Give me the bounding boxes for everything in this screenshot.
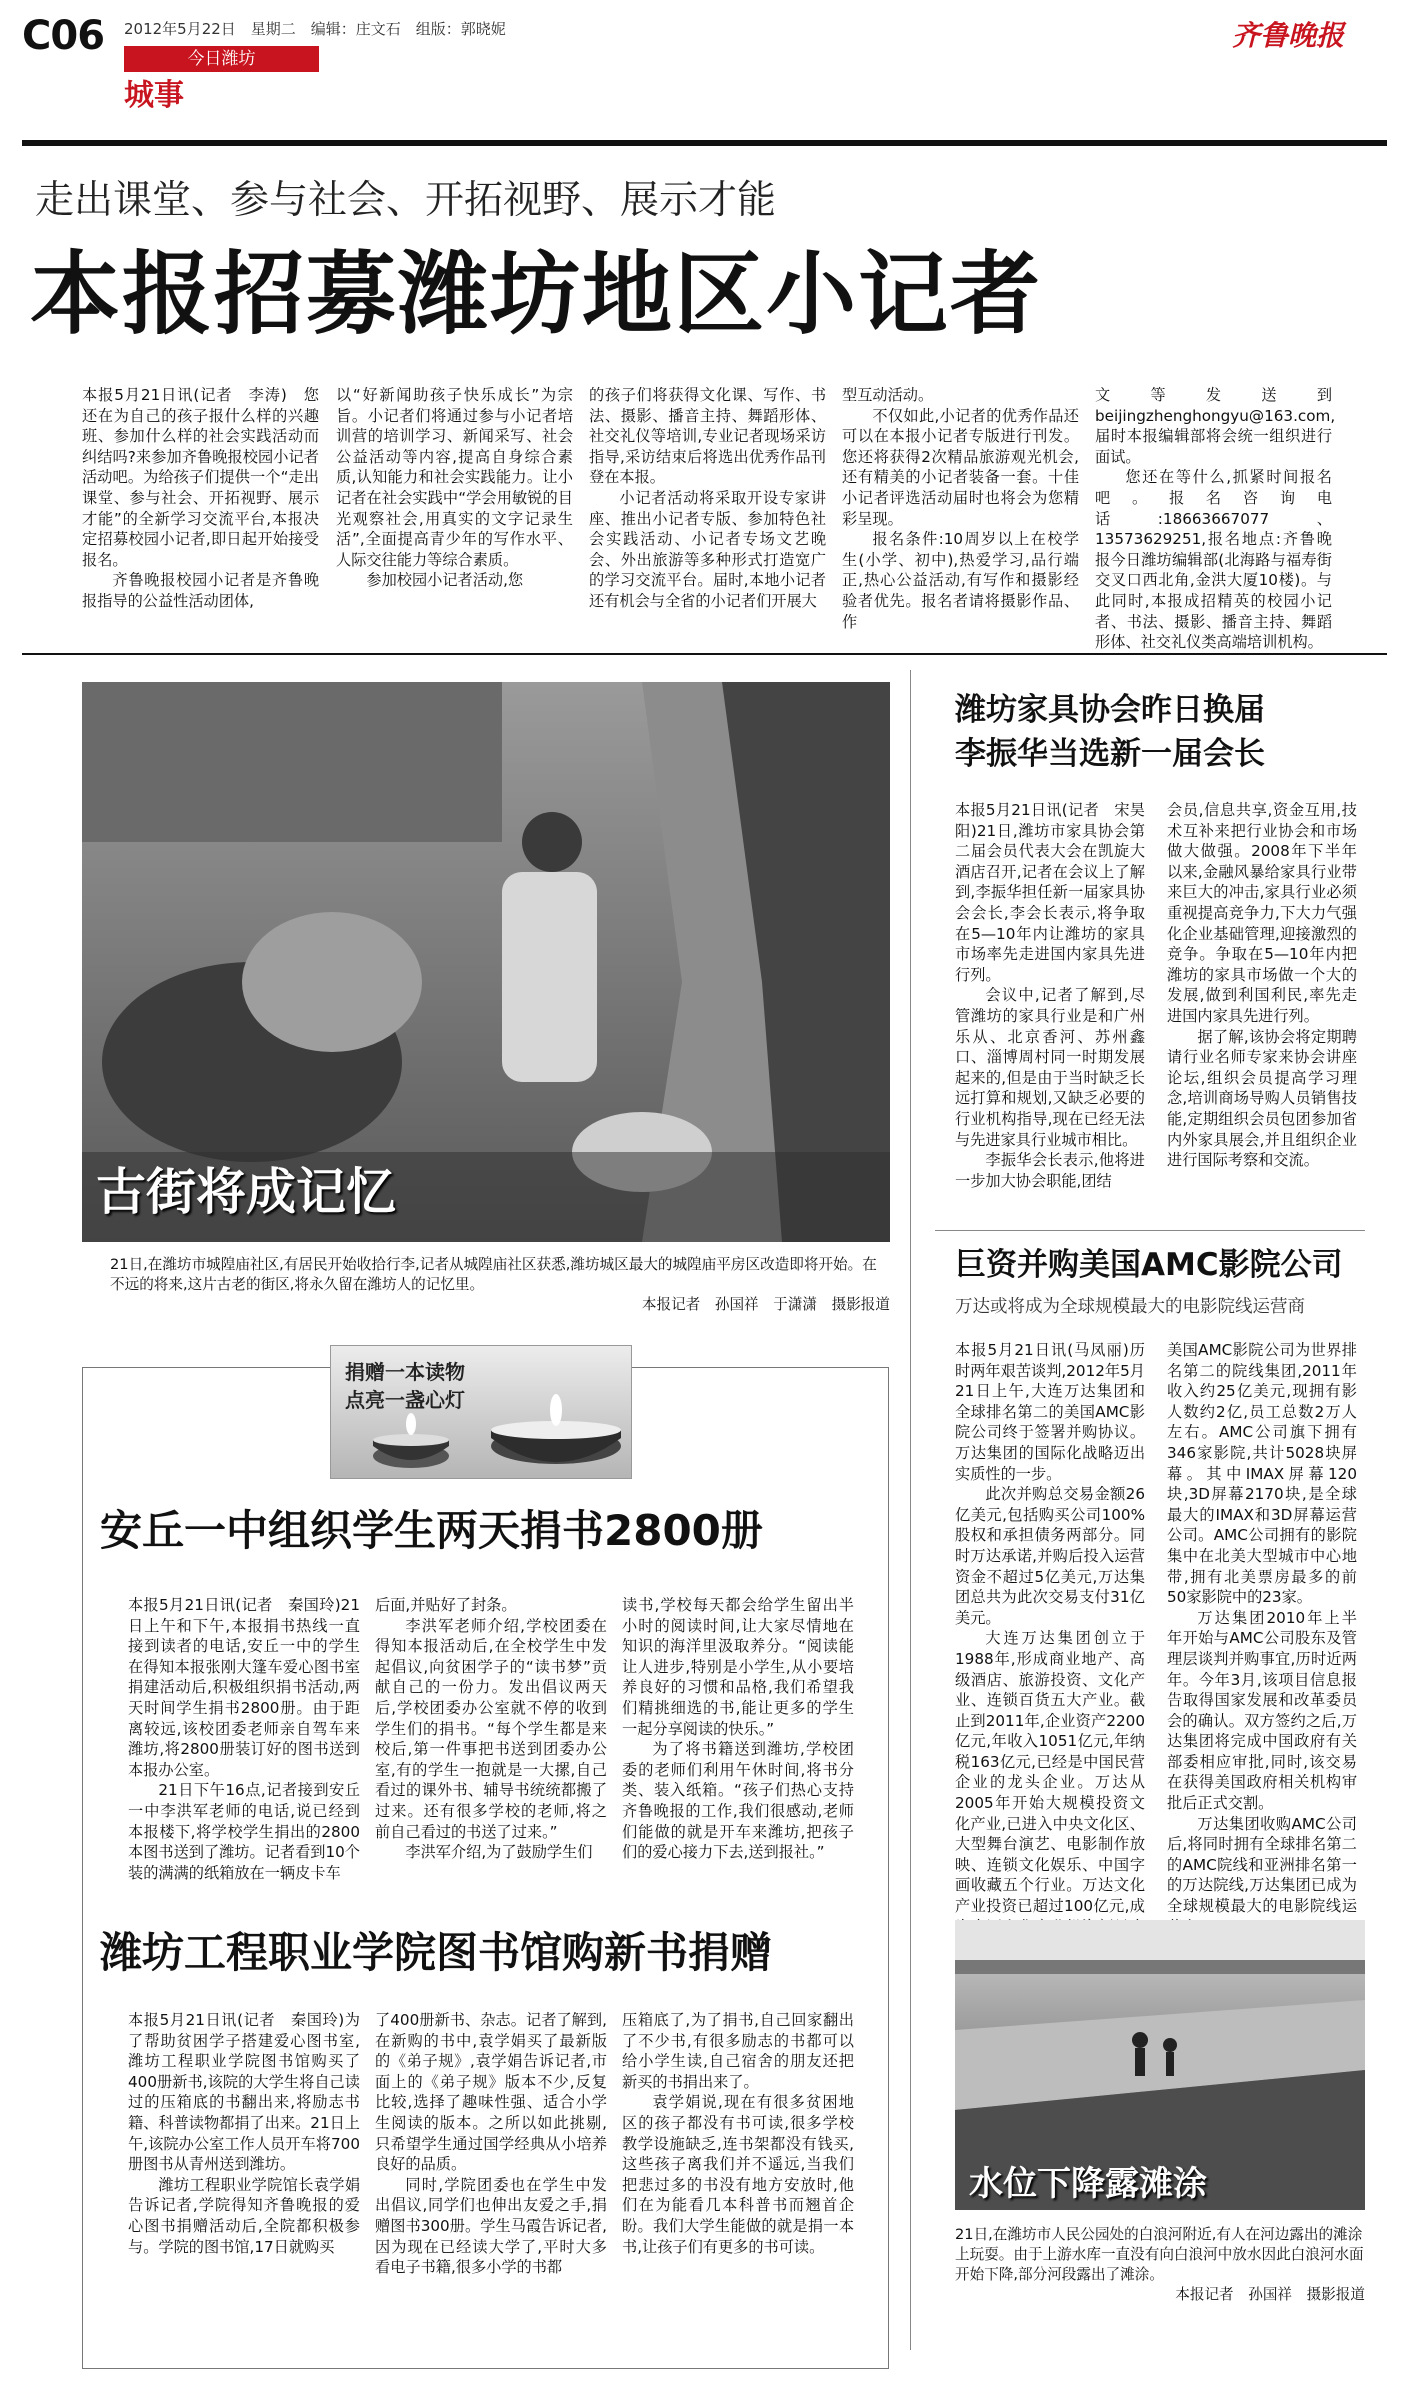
lead-kicker: 走出课堂、参与社会、开拓视野、展示才能: [35, 178, 777, 223]
paragraph: 读书,学校每天都会给学生留出半小时的阅读时间,让大家尽情地在知识的海洋里汲取养分。“阅读能让人进步,特别是小学生,从小要培养良好的习惯和品格,我们希望我们精挑细选的书,能让更多的学生一起分享阅读的快乐。”: [622, 1596, 854, 1738]
header-rule: [22, 140, 1387, 146]
paragraph: 万达集团收购AMC公司后,将同时拥有全球排名第二的AMC院线和亚洲排名第一的万达院线,万达集团已成为全球规模最大的电影院线运: [1167, 1814, 1357, 1916]
lead-col-4: [842, 385, 1079, 639]
paragraph: 21日下午16点,记者接到安丘一中李洪军老师的电话,说已经到本报楼下,将学校学生捐出的2800本图书送到了潍坊。记者看到10个装的满满的纸箱放在一辆皮卡车: [128, 1781, 360, 1882]
paragraph: 以“好新闻助孩子快乐成长”为宗旨。小记者们将通过参与小记者培训营的培训学习、新闻采写、社会公益活动等内容,提高自身综合素质,认知能力和社会实践能力。让小记者在社会实践中“学会用敏锐的目光观察社会,用真实的文字记录生活”,全面提高青少年的写作水平、人际交往能力等综合素质。: [336, 386, 573, 569]
paragraph: 据了解,该协会将定期聘请行业名师专家来协会讲座论坛,组织会员提高学习理念,培训商场导购人员销售技能,定期组织会员包团参加省内外家具展会,并且组织企业进行国际考察和交流。: [1167, 1027, 1357, 1170]
amc-col-1: [955, 1340, 1145, 1920]
college-col-1: [128, 2010, 360, 2355]
banner-line-1: 捐赠一本读物: [345, 1360, 465, 1384]
lead-headline: 本报招募潍坊地区小记者: [30, 242, 1042, 347]
anqiu-col-1: [128, 1595, 360, 1905]
page-code: C06: [22, 13, 105, 59]
paragraph: 报名条件:10周岁以上在校学生(小学、初中),热爱学习,品行端正,热心公益活动,有写作和摄影经验者优先。报名者请将摄影作品、作: [842, 530, 1079, 631]
paragraph: 本报5月21日讯(记者 宋昊阳)21日,潍坊市家具协会第二届会员代表大会在凯旋大酒店召开,记者在会议上了解到,李振华担任新一届家具协会会长,李会长表示,将争取在5—10年内让潍坊的家具市场率先走进国内家具先进行列。: [955, 801, 1145, 984]
paragraph: 会员,信息共享,资金互用,技术互补来把行业协会和市场做大做强。2008年下半年以来,金融风暴给家具行业带来巨大的冲击,家具行业必须重视提高竞争力,下大力气强化企业基础管理,迎接激烈的竞争。争取在5—10年内把潍坊的家具市场做一个大的发展,做到利国利民,率先走进国内家具先进行列。: [1167, 801, 1357, 1025]
weifang-college-headline: 潍坊工程职业学院图书馆购新书捐赠: [100, 1928, 773, 1977]
caption-text: 21日,在潍坊市人民公园处的白浪河附近,有人在河边露出的滩涂上玩耍。由于上游水库一直没有向白浪河中放水因此白浪河水面开始下降,部分河段露出了滩涂。: [955, 2226, 1364, 2283]
paragraph: 的孩子们将获得文化课、写作、书法、摄影、播音主持、舞蹈形体、社交礼仪等培训,专业记者现场采访指导,采访结束后将选出优秀作品刊登在本报。: [589, 386, 826, 487]
paragraph: 大连万达集团创立于1988年,形成商业地产、高级酒店、旅游投资、文化产业、连锁百货五大产业。截止到2011年,企业资产2200亿元,年收入1051亿元,年纳税163亿元,已经是中国民营企业的龙头企业。万达从2005年开始大规模投资文化产业,已进入中央文化区、大型舞台演艺、电影制作放映、连锁文化娱乐、中国字画收藏五个行业。万达文化产业投资已超过100亿元,成: [955, 1629, 1145, 1916]
paragraph: 会议中,记者了解到,尽管潍坊的家具行业是和广州乐从、北京香河、苏州鑫口、淄博周村同一时期发展起来的,但是由于当时缺乏长远打算和规划,又缺乏必要的行业机构指导,现在已经无法与先进家具行业城市相比。: [955, 986, 1145, 1149]
paragraph: 压箱底了,为了捐书,自己回家翻出了不少书,有很多励志的书都可以给小学生读,自己宿舍的朋友还把新买的书捐出来了。: [622, 2011, 854, 2091]
amc-subhead: 万达或将成为全球规模最大的电影院线运营商: [955, 1297, 1305, 1317]
amc-headline: 巨资并购美国AMC影院公司: [955, 1247, 1343, 1283]
paragraph: 潍坊工程职业学院馆长袁学娟告诉记者,学院得知齐鲁晚报的爱心图书捐赠活动后,全院都积极参与。学院的图书馆,17日就购买: [128, 2175, 360, 2256]
college-col-3: [622, 2010, 854, 2355]
paragraph: 袁学娟说,现在有很多贫困地区的孩子都没有书可读,很多学校教学设施缺乏,连书架都没有钱买,这些孩子离我们并不遥远,当我们把悲过多的书没有地方安放时,他们在为能看几本科普书而翘首企盼。我们大学生能做的就是捐一本书,让孩子们有更多的书可读。: [622, 2093, 854, 2256]
paragraph: 您还在等什么,抓紧时间报名吧。报名咨询电话:18663667077、13573629251,报名地点:齐鲁晚报今日潍坊编辑部(北海路与福寿街交叉口西北角,金洪大厦10楼)。与此同时,本报成招精英的校园小记者、书法、摄影、播音主持、舞蹈形体、社交礼仪类高端培训机构。: [1095, 468, 1332, 652]
paragraph: 齐鲁晚报校园小记者是齐鲁晚报指导的公益性活动团体,: [82, 571, 319, 610]
river-photo: [955, 1920, 1365, 2210]
paragraph: 型互动活动。: [842, 386, 934, 404]
furniture-headline: [955, 688, 1265, 776]
furniture-bottom-rule: [935, 1230, 1365, 1231]
paragraph: 同时,学院团委也在学生中发出倡议,同学们也伸出友爱之手,捐赠图书300册。学生马霞告诉记者,因为现在已经读大学了,平时大多看电子书籍,很多小学的书都: [375, 2175, 607, 2277]
river-overlay-title: 水位下降露滩涂: [969, 2164, 1207, 2204]
paragraph: 后面,并贴好了封条。: [375, 1596, 517, 1614]
right-column-divider: [910, 670, 911, 2350]
page-meta: 2012年5月22日 星期二 编辑：庄文石 组版：郭晓妮: [124, 20, 506, 38]
paragraph: 了400册新书、杂志。记者了解到,在新购的书中,袁学娟买了最新版的《弟子规》,袁学娟告诉记者,市面上的《弟子规》版本不少,反复比较,选择了趣味性强、适合小学生阅读的版本。之所以如此挑剔,只希望学生通过国学经典从小培养良好的品质。: [375, 2011, 607, 2174]
section-title: 城事: [124, 78, 184, 113]
newspaper-logo: 齐鲁晚报: [1232, 19, 1345, 52]
photo-credit: 本报记者 孙国祥 摄影报道: [1175, 2286, 1365, 2303]
section-tag: 今日潍坊: [124, 46, 319, 72]
lead-bottom-rule: [22, 653, 1387, 655]
anqiu-col-2: [375, 1595, 607, 1905]
paragraph: 万达集团2010年上半年开始与AMC公司股东及管理层谈判并购事宜,历时近两年。今年3月,该项目信息报告取得国家发展和改革委员会的确认。双方签约之后,万达集团将完成中国政府有关部委相应审批,同时,该交易在获得美国政府相关机构审批后正式交割。: [1167, 1608, 1357, 1813]
donation-banner: [330, 1345, 632, 1479]
anqiu-headline: 安丘一中组织学生两天捐书2800册: [100, 1506, 763, 1555]
college-col-2: [375, 2010, 607, 2355]
paragraph: 本报5月21日讯(马凤丽)历时两年艰苦谈判,2012年5月21日上午,大连万达集团和全球排名第二的美国AMC影院公司终于签署并购协议。万达集团的国际化战略迈出实质性的一步。: [955, 1341, 1145, 1483]
amc-col-2: [1167, 1340, 1357, 1920]
banner-line-2: 点亮一盏心灯: [345, 1388, 465, 1412]
paragraph: 本报5月21日讯(记者 秦国玲)21日上午和下午,本报捐书热线一直接到读者的电话,安丘一中的学生在得知本报张刚大篷车爱心图书室捐建活动后,积极组织捐书活动,两天时间学生捐书2800册。由于距离较远,该校团委老师亲自驾车来潍坊,将2800册装订好的图书送到本报办公室。: [128, 1596, 360, 1779]
paragraph: 美国AMC影院公司为世界排名第二的院线集团,2011年收入约25亿美元,现拥有影人数约2亿,员工总数2万人左右。AMC公司旗下拥有346家影院,共计5028块屏幕。其中IMAX屏幕120块,3D屏幕2170块,是全球最大的IMAX和3D屏幕运营公司。AMC公司拥有的影院集中在北美大型城市中心地带,拥有北美票房最多的前50家影院中的23家。: [1167, 1341, 1357, 1607]
paragraph: 此次并购总交易金额26亿美元,包括购买公司100%股权和承担债务两部分。同时万达承诺,并购后投入运营资金不超过5亿美元,万达集团总共为此次交易支付31亿美元。: [955, 1485, 1145, 1627]
caption-text: 21日,在潍坊市城隍庙社区,有居民开始收拾行李,记者从城隍庙社区获悉,潍坊城区最大的城隍庙平房区改造即将开始。在不远的将来,这片古老的街区,将永久留在潍坊人的记忆里。: [110, 1256, 877, 1293]
paragraph: 小记者活动将采取开设专家讲座、推出小记者专版、参加特色社会实践活动、小记者专场文艺晚会、外出旅游等多种形式打造宽广的学习交流平台。届时,本地小记者还有机会与全省的小记者们开展大: [589, 488, 826, 610]
old-street-overlay-title: 古街将成记忆: [96, 1163, 396, 1221]
paragraph: 本报5月21日讯(记者 秦国玲)为了帮助贫困学子搭建爱心图书室,潍坊工程职业学院图书馆购买了400册新书,该院的大学生将自己读过的压箱底的书翻出来,将励志书籍、科普读物都捐了出来。21日上午,该院办公室工作人员开车将700册图书从青州送到潍坊。: [128, 2011, 360, 2174]
anqiu-col-3: [622, 1595, 854, 1905]
river-caption: [955, 2225, 1365, 2305]
lead-col-5: [1095, 385, 1336, 652]
candle-icon: [331, 1346, 631, 1478]
paragraph: 李振华会长表示,他将进一步加大协会职能,团结: [955, 1151, 1145, 1190]
headline-line: 李振华当选新一届会长: [955, 736, 1265, 772]
paragraph: 为了将书籍送到潍坊,学校团委的老师们利用午休时间,将书分类、装入纸箱。“孩子们热心支持齐鲁晚报的工作,我们很感动,老师们能做的就是开车来潍坊,把孩子们的爱心接力下去,送到报社。”: [622, 1740, 854, 1862]
lead-col-2: [336, 385, 573, 639]
furniture-col-2: [1167, 800, 1357, 1216]
paragraph: 不仅如此,小记者的优秀作品还可以在本报小记者专版进行刊发。您还将获得2次精品旅游观光机会,还有精美的小记者装备一套。十佳小记者评选活动届时也将会为您精彩呈现。: [842, 406, 1079, 528]
old-street-caption: [110, 1255, 890, 1315]
lead-col-3: [589, 385, 826, 639]
paragraph: 参加校园小记者活动,您: [366, 571, 524, 590]
paragraph: 李洪军介绍,为了鼓励学生们: [405, 1843, 593, 1862]
headline-line: 潍坊家具协会昨日换届: [955, 692, 1265, 728]
paragraph: 李洪军老师介绍,学校团委在得知本报活动后,在全校学生中发起倡议,向贫困学子的“读书梦”贡献自己的一份力。发出倡议两天后,学校团委办公室就不停的收到学生们的捐书。“每个学生都是来校后,第一件事把书送到团委办公室,有的学生一抱就是一大摞,自己看过的课外书、辅导书统统都搬了过来。还有很多学校的老师,将之前自己看过的书送了过来。”: [375, 1616, 607, 1841]
furniture-col-1: [955, 800, 1145, 1216]
photo-credit: 本报记者 孙国祥 于潇潇 摄影报道: [641, 1296, 890, 1313]
lead-col-1: [82, 385, 319, 639]
paragraph: 文等发送到beijingzhenghongyu@163.com,届时本报编辑部将会统一组织进行面试。: [1095, 386, 1336, 466]
paragraph: 本报5月21日讯(记者 李涛) 您还在为自己的孩子报什么样的兴趣班、参加什么样的社会实践活动而纠结吗?来参加齐鲁晚报校园小记者活动吧。为给孩子们提供一个“走出课堂、参与社会、开拓视野、展示才能”的全新学习交流平台,本报决定招募校园小记者,即日起开始接受报名。: [82, 386, 319, 569]
old-street-photo: [82, 682, 890, 1242]
